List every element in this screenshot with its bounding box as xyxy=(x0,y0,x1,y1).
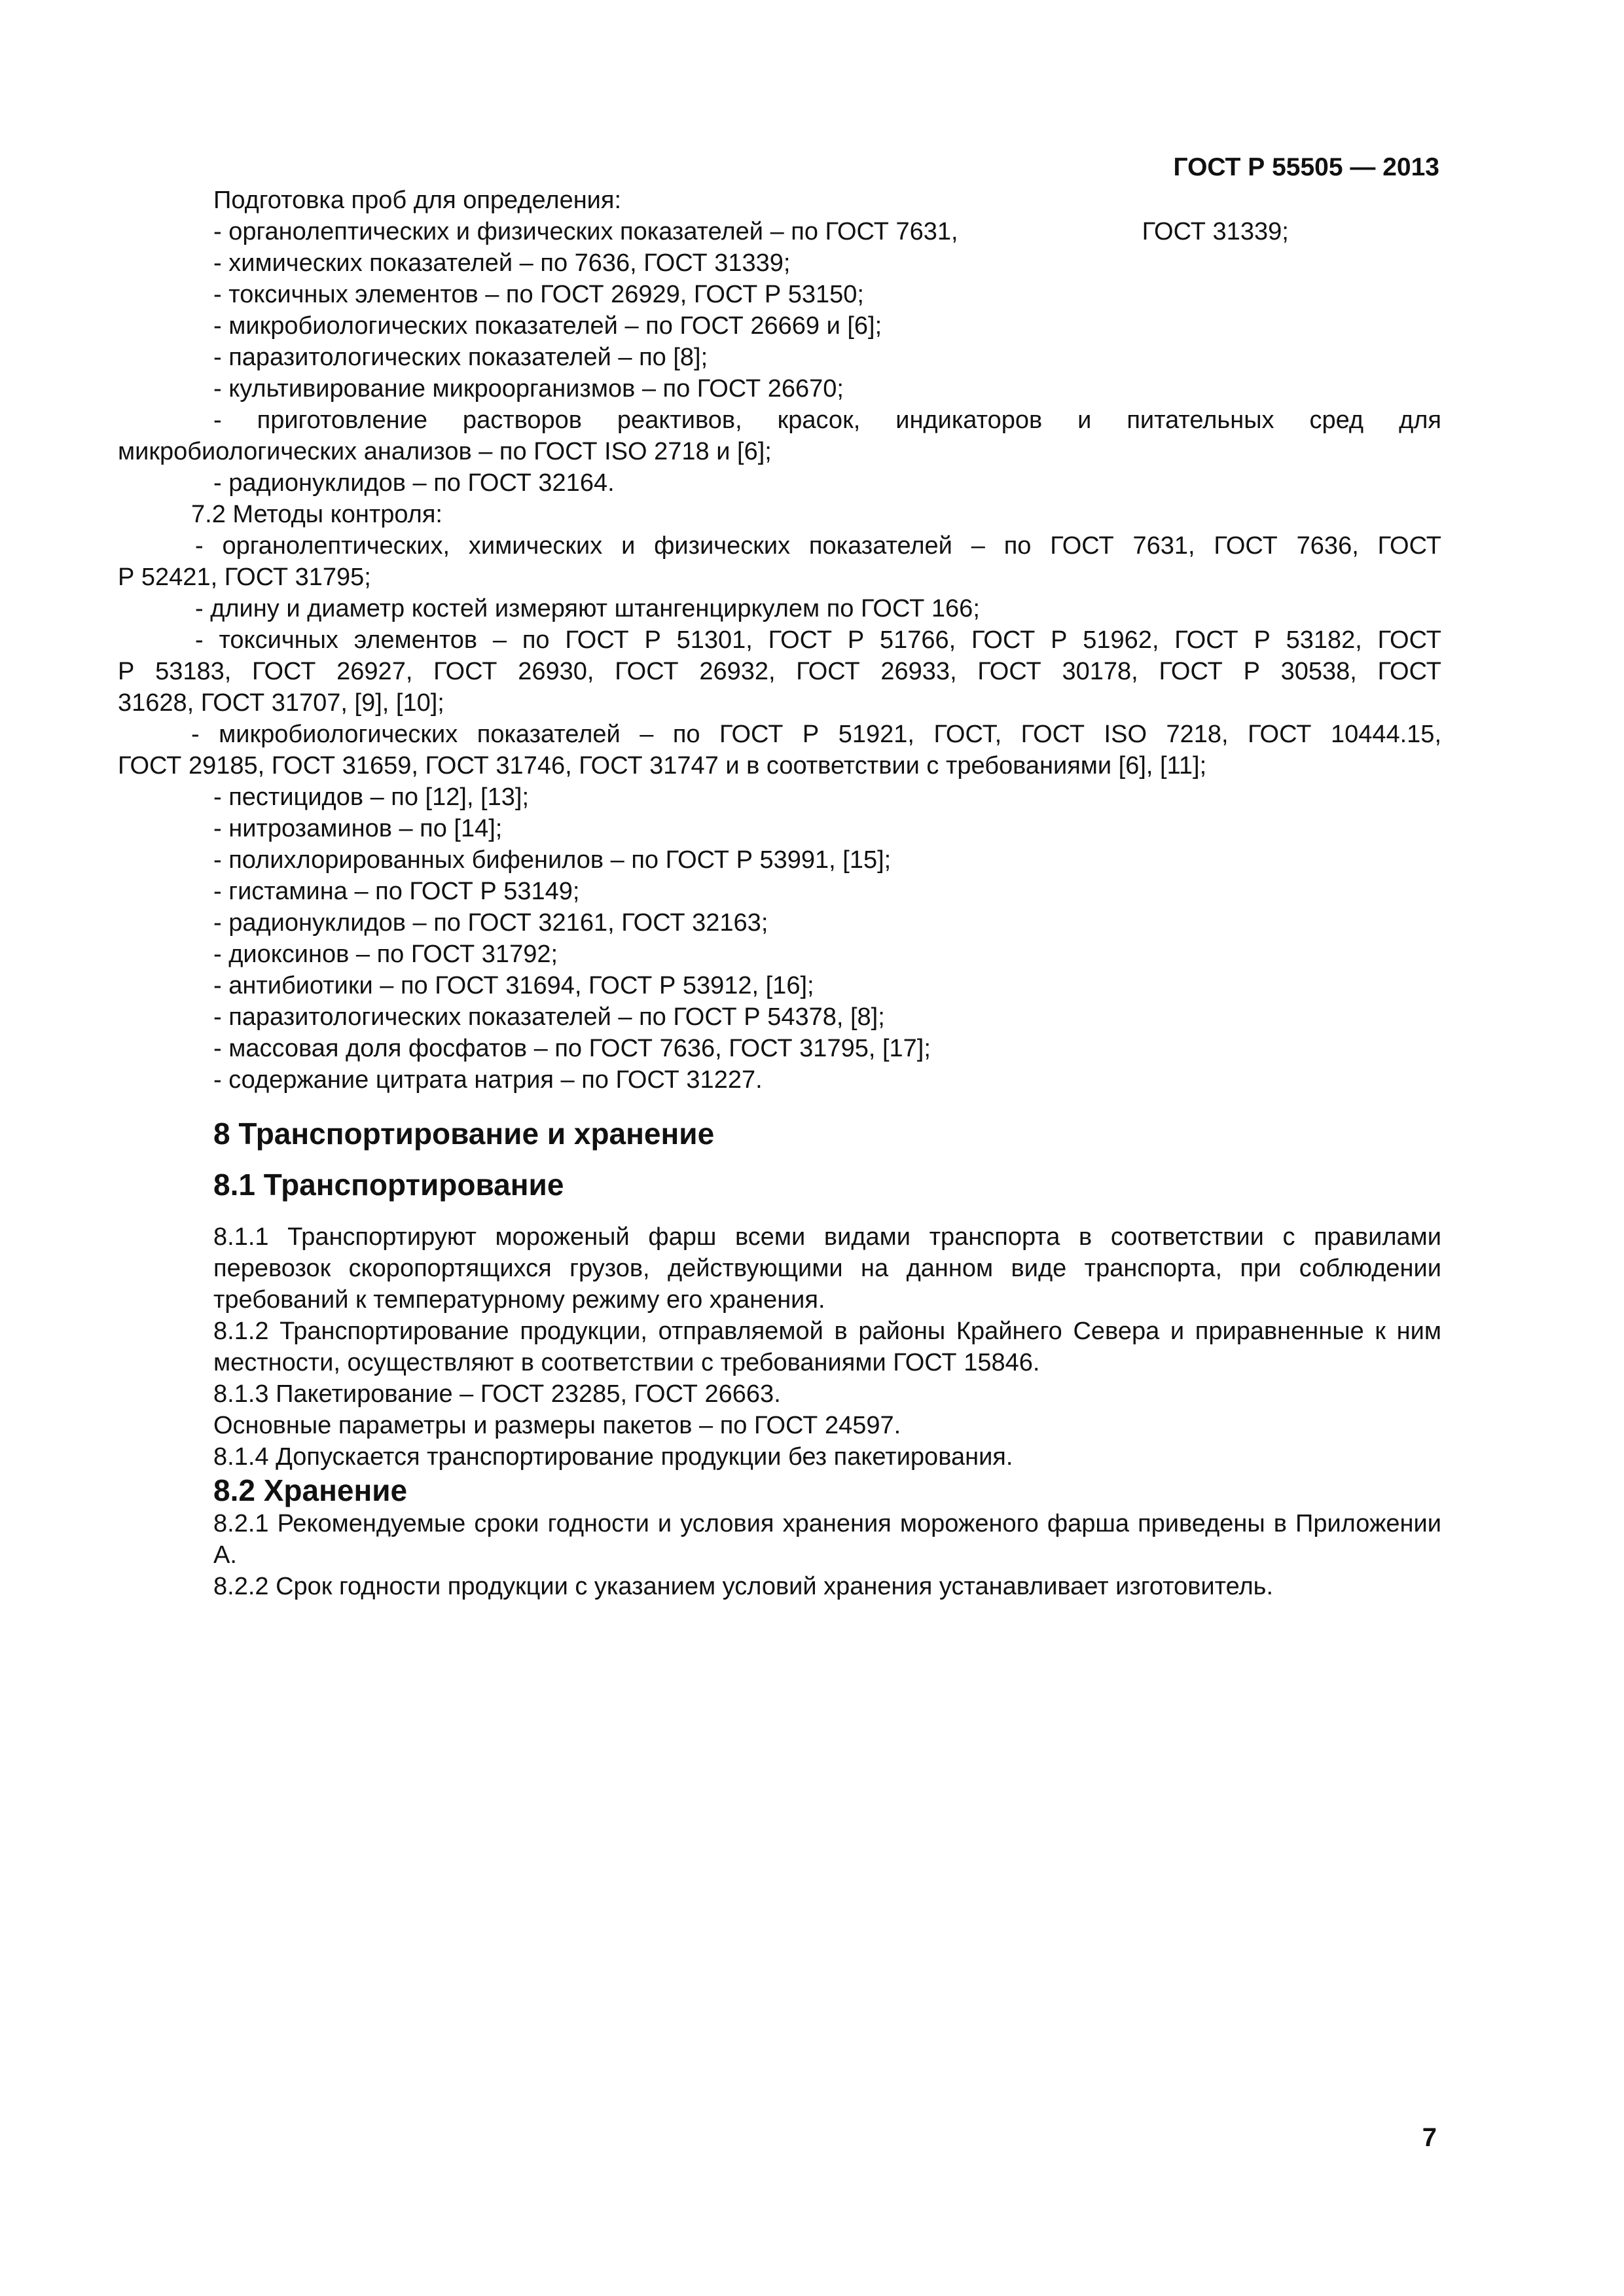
document-id: ГОСТ Р 55505 — 2013 xyxy=(1173,153,1439,181)
prep-parasit: - паразитологических показателей – по [8]; xyxy=(213,344,708,371)
methods-toxic-line-2: Р 53183, ГОСТ 26927, ГОСТ 26930, ГОСТ 26932, ГОСТ 26933, ГОСТ 30178, ГОСТ Р 30538, ГОСТ xyxy=(118,658,1441,685)
methods-organoleptic-line-1: - органолептических, химических и физических показателей – по ГОСТ 7631, ГОСТ 7636, ГОСТ xyxy=(195,532,1441,560)
methods-micro-line-1: - микробиологических показателей – по ГОСТ Р 51921, ГОСТ, ГОСТ ISO 7218, ГОСТ 10444.15, xyxy=(191,721,1441,748)
prep-solutions-line-1: - приготовление растворов реактивов, красок, индикаторов и питательных сред для xyxy=(213,406,1441,434)
methods-toxic-line-3: 31628, ГОСТ 31707, [9], [10]; xyxy=(118,689,444,717)
paragraph-8-2-1: 8.2.1 Рекомендуемые сроки годности и условия хранения мороженого фарша приведены в Приложении А. xyxy=(213,1510,1441,1569)
prep-cultiv: - культивирование микроорганизмов – по ГОСТ 26670; xyxy=(213,375,844,403)
paragraph-8-1-1: 8.1.1 Транспортируют мороженый фарш всеми видами транспорта в соответствии с правилами перевозок скоропортящихся грузов, действующими на данном виде транспорта, при соблюдении требований к температурному режиму его хранения. xyxy=(213,1223,1441,1314)
methods-phosphates: - массовая доля фосфатов – по ГОСТ 7636, ГОСТ 31795, [17]; xyxy=(213,1035,931,1062)
prep-organoleptic-text: - органолептических и физических показателей – по ГОСТ 7631, xyxy=(213,218,958,245)
prep-intro: Подготовка проб для определения: xyxy=(213,187,622,214)
prep-toxic: - токсичных элементов – по ГОСТ 26929, ГОСТ Р 53150; xyxy=(213,281,864,308)
methods-radio: - радионуклидов – по ГОСТ 32161, ГОСТ 32163; xyxy=(213,909,768,937)
methods-antibiotics: - антибиотики – по ГОСТ 31694, ГОСТ Р 53912, [16]; xyxy=(213,972,814,999)
methods-histamine: - гистамина – по ГОСТ Р 53149; xyxy=(213,878,580,905)
methods-organoleptic-line-2: Р 52421, ГОСТ 31795; xyxy=(118,564,371,591)
body-text xyxy=(118,185,1441,1602)
prep-organoleptic xyxy=(118,216,1441,247)
methods-bones: - длину и диаметр костей измеряют штангенциркулем по ГОСТ 166; xyxy=(195,595,980,622)
page-number: 7 xyxy=(1422,2123,1437,2152)
paragraph-package-params: Основные параметры и размеры пакетов – по ГОСТ 24597. xyxy=(213,1412,901,1439)
section-8-2-title: 8.2 Хранение xyxy=(213,1473,408,1507)
prep-organoleptic-ref: ГОСТ 31339; xyxy=(1142,218,1289,245)
methods-nitrosamines: - нитрозаминов – по [14]; xyxy=(213,815,503,842)
prep-chemical: - химических показателей – по 7636, ГОСТ 31339; xyxy=(213,249,791,277)
methods-toxic-line-1: - токсичных элементов – по ГОСТ Р 51301, ГОСТ Р 51766, ГОСТ Р 51962, ГОСТ Р 53182, ГОСТ xyxy=(195,626,1441,654)
prep-micro: - микробиологических показателей – по ГОСТ 26669 и [6]; xyxy=(213,312,882,340)
paragraph-8-2-2: 8.2.2 Срок годности продукции с указанием условий хранения устанавливает изготовитель. xyxy=(213,1573,1274,1600)
section-8-1-title: 8.1 Транспортирование xyxy=(213,1168,564,1202)
methods-citrate: - содержание цитрата натрия – по ГОСТ 31227. xyxy=(213,1066,763,1094)
prep-radio: - радионуклидов – по ГОСТ 32164. xyxy=(213,469,615,497)
methods-micro-line-2: ГОСТ 29185, ГОСТ 31659, ГОСТ 31746, ГОСТ 31747 и в соответствии с требованиями [6], [11]; xyxy=(118,752,1207,780)
paragraph-8-1-4: 8.1.4 Допускается транспортирование продукции без пакетирования. xyxy=(213,1443,1013,1471)
methods-parasit: - паразитологических показателей – по ГОСТ Р 54378, [8]; xyxy=(213,1003,885,1031)
prep-solutions-line-2: микробиологических анализов – по ГОСТ ISO 2718 и [6]; xyxy=(118,438,772,465)
methods-pcb: - полихлорированных бифенилов – по ГОСТ Р 53991, [15]; xyxy=(213,846,892,874)
methods-dioxins: - диоксинов – по ГОСТ 31792; xyxy=(213,941,558,968)
methods-pesticides: - пестицидов – по [12], [13]; xyxy=(213,783,529,811)
paragraph-8-1-3: 8.1.3 Пакетирование – ГОСТ 23285, ГОСТ 26663. xyxy=(213,1380,781,1408)
paragraph-8-1-2: 8.1.2 Транспортирование продукции, отправляемой в районы Крайнего Севера и приравненные к ним местности, осуществляют в соответствии с требованиями ГОСТ 15846. xyxy=(213,1318,1441,1376)
section-8-title: 8 Транспортирование и хранение xyxy=(213,1117,715,1151)
methods-title: 7.2 Методы контроля: xyxy=(191,501,442,528)
